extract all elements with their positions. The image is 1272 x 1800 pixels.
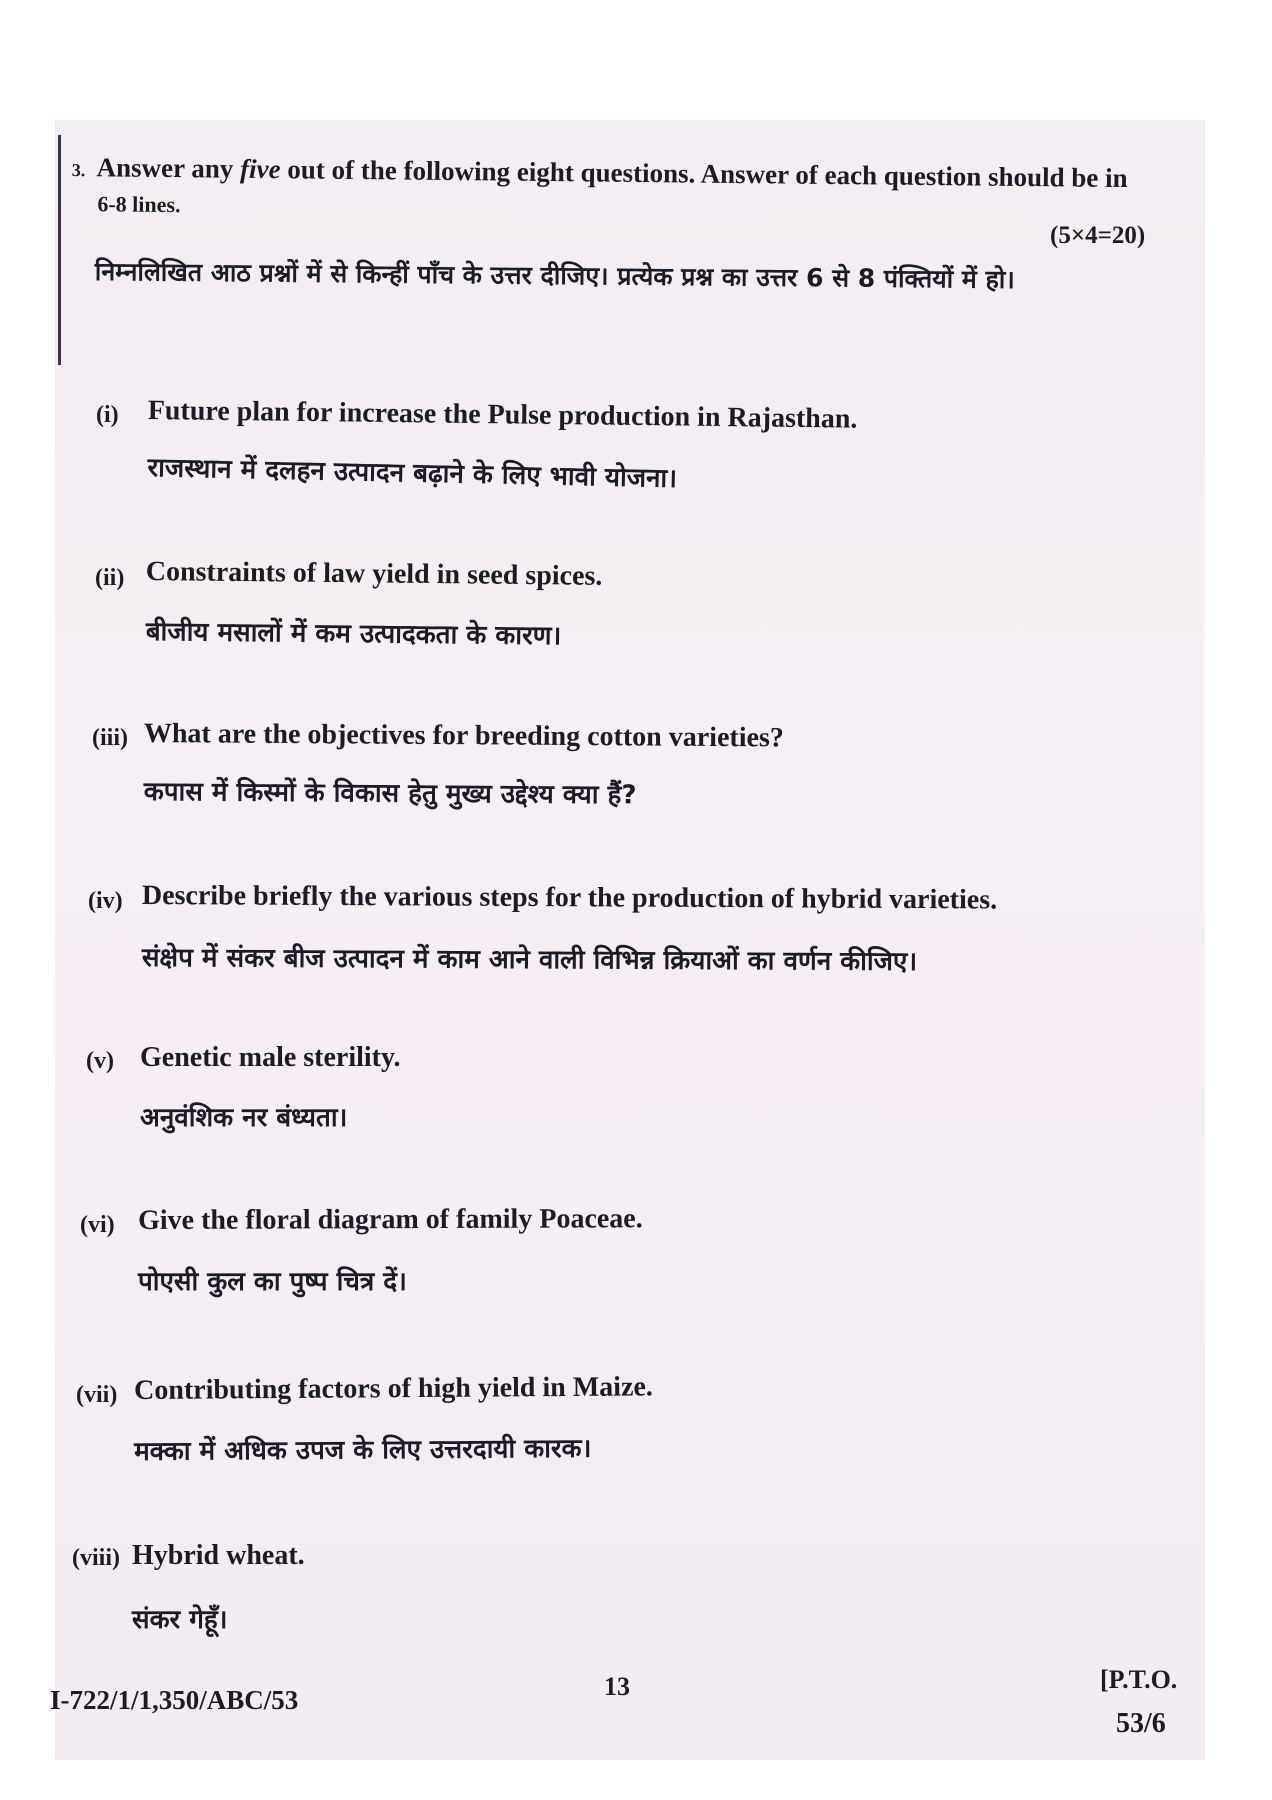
instruction-english — [71, 150, 1192, 233]
instruction-text-part2: out of the following eight questions. Answer of each question should be in — [287, 154, 1128, 194]
question-hindi: राजस्थान में दलहन उत्पादन बढ़ाने के लिए भावी योजना। — [147, 452, 678, 495]
pto-label: [P.T.O. — [1100, 1665, 1178, 1694]
question-english: Future plan for increase the Pulse production in Rajasthan. — [147, 395, 858, 435]
instruction-hindi: निम्नलिखित आठ प्रश्नों में से किन्हीं पाँच के उत्तर दीजिए। प्रत्येक प्रश्न का उत्तर 6 से 8 पंक्तियों में हो। — [94, 256, 1015, 295]
question-english: Describe briefly the various steps for the production of hybrid varieties. — [141, 880, 998, 916]
question-number: (iv) — [88, 888, 123, 914]
question-hindi: अनुवंशिक नर बंध्यता। — [140, 1103, 348, 1133]
question-english: Constraints of law yield in seed spices. — [145, 556, 603, 592]
question-number: (viii) — [72, 1545, 120, 1571]
question-number: (v) — [86, 1048, 114, 1074]
question-english: Contributing factors of high yield in Maize. — [134, 1371, 653, 1406]
question-hindi: मक्का में अधिक उपज के लिए उत्तरदायी कारक। — [134, 1433, 592, 1467]
question-hindi: कपास में किस्मों के विकास हेतु मुख्य उद्देश्य क्या हैं? — [143, 776, 637, 811]
question-number: (iii) — [92, 725, 128, 751]
question-hindi: संक्षेप में संकर बीज उत्पादन में काम आने वाली विभिन्न क्रियाओं का वर्णन कीजिए। — [141, 942, 918, 978]
question-english: Give the floral diagram of family Poaceae. — [138, 1203, 643, 1236]
marks-allocation: (5×4=20) — [1050, 222, 1146, 249]
question-english: Genetic male sterility. — [140, 1042, 401, 1073]
paper-code: I-722/1/1,350/ABC/53 — [50, 1685, 299, 1715]
question-number: (ii) — [95, 565, 125, 591]
page-number: 13 — [604, 1672, 630, 1701]
margin-rule — [58, 135, 61, 365]
question-number: (vii) — [76, 1382, 118, 1408]
question-number: (vi) — [80, 1212, 115, 1238]
question-english: Hybrid wheat. — [132, 1540, 305, 1571]
instruction-text-part1: Answer any — [96, 152, 234, 184]
set-code: 53/6 — [1116, 1708, 1166, 1739]
question-english: What are the objectives for breeding cotton varieties? — [143, 718, 784, 754]
instruction-lines: 6-8 lines. — [97, 191, 181, 218]
question-number: (i) — [96, 402, 119, 428]
question-hindi: संकर गेहूँ। — [132, 1605, 228, 1635]
question-hindi: बीजीय मसालों में कम उत्पादकता के कारण। — [145, 616, 562, 652]
question-hindi: पोएसी कुल का पुष्प चित्र दें। — [138, 1267, 407, 1297]
instruction-five: five — [239, 153, 281, 185]
question-number: 3. — [71, 159, 86, 181]
